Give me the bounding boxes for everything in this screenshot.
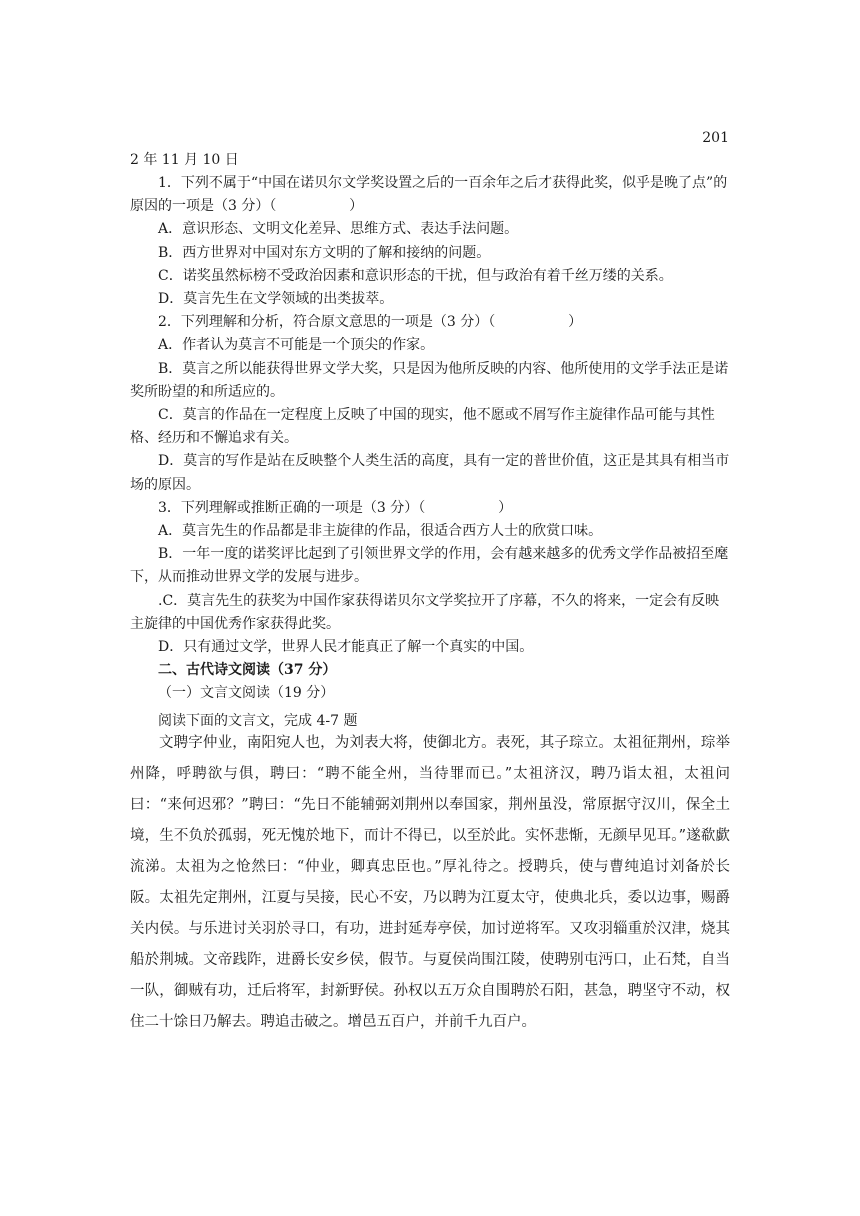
- question-3-option-d: D．只有通过文学，世界人民才能真正了解一个真实的中国。: [158, 639, 534, 656]
- classical-passage: [130, 728, 730, 1038]
- date-rest: 2 年 11 月 10 日: [130, 152, 239, 168]
- question-2-option-c: C．莫言的作品在一定程度上反映了中国的现实，他不愿或不屑写作主旋律作品可能与其性格、经历和不懈追求有关。: [130, 407, 715, 447]
- reading-instruction: 阅读下面的文言文，完成 4-7 题: [158, 712, 358, 729]
- question-3-option-c: .C．莫言先生的获奖为中国作家获得诺贝尔文学奖拉开了序幕，不久的将来，一定会有反映主旋律的中国优秀作家获得此奖。: [130, 592, 720, 632]
- question-1-option-c: C．诺奖虽然标榜不受政治因素和意识形态的干扰，但与政治有着千丝万缕的关系。: [158, 267, 673, 284]
- question-3-stem: 3．下列理解或推断正确的一项是（3 分）（ ）: [158, 499, 513, 516]
- subsection-title: （一）文言文阅读（19 分）: [158, 685, 335, 702]
- question-3-option-a: A．莫言先生的作品都是非主旋律的作品，很适合西方人士的欣赏口味。: [158, 523, 603, 540]
- questions-block: [130, 172, 730, 733]
- date-year-prefix: 201: [702, 130, 729, 146]
- question-1-option-b: B．西方世界对中国对东方文明的了解和接纳的问题。: [158, 244, 491, 261]
- question-1-option-d: D．莫言先生在文学领域的出类拔萃。: [158, 291, 394, 308]
- question-3-option-b: B．一年一度的诺奖评比起到了引领世界文学的作用，会有越来越多的优秀文学作品被招至麾下，从而推动世界文学的发展与进步。: [130, 546, 729, 586]
- question-2-option-a: A．作者认为莫言不可能是一个顶尖的作家。: [158, 337, 435, 354]
- question-1-stem: 1．下列不属于“中国在诺贝尔文学奖设置之后的一百余年之后才获得此奖，似乎是晚了点”的原因的一项是（3 分）（ ）: [130, 175, 728, 215]
- question-1-option-a: A．意识形态、文明文化差异、思维方式、表达手法问题。: [158, 221, 519, 238]
- passage-text: 文聘字仲业，南阳宛人也，为刘表大将，使御北方。表死，其子琮立。太祖征荆州，琮举州降，呼聘欲与俱，聘曰：“聘不能全州，当待罪而已。”太祖济汉，聘乃诣太祖，太祖问曰：“来何迟邪？”聘曰：“先日不能辅弼刘荆州以奉国家，荆州虽没，常原据守汉川，保全土境，生不负於孤弱，死无愧於地下，而计不得已，以至於此。实怀悲惭，无颜早见耳。”遂欷歔流涕。太祖为之怆然曰：“仲业，卿真忠臣也。”厚礼待之。授聘兵，使与曹纯追讨刘备於长阪。太祖先定荆州，江夏与吴接，民心不安，乃以聘为江夏太守，使典北兵，委以边事，赐爵关内侯。与乐进讨关羽於寻口，有功，进封延寿亭侯，加讨逆将军。又攻羽辎重於汉津，烧其船於荆城。文帝践阼，进爵长安乡侯，假节。与夏侯尚围江陵，使聘别屯沔口，止石梵，自当一队，御贼有功，迁后将军，封新野侯。孙权以五万众自围聘於石阳，甚急，聘坚守不动，权住二十馀日乃解去。聘追击破之。增邑五百户，并前千九百户。: [130, 735, 730, 1030]
- question-2-option-d: D．莫言的写作是站在反映整个人类生活的高度，具有一定的普世价值，这正是其具有相当市场的原因。: [130, 453, 730, 493]
- section-title: 二、古代诗文阅读（37 分）: [158, 662, 337, 679]
- question-2-stem: 2．下列理解和分析，符合原文意思的一项是（3 分）（ ）: [158, 314, 583, 331]
- question-2-option-b: B．莫言之所以能获得世界文学大奖，只是因为他所反映的内容、他所使用的文学手法正是诺奖所盼望的和所适应的。: [130, 360, 729, 400]
